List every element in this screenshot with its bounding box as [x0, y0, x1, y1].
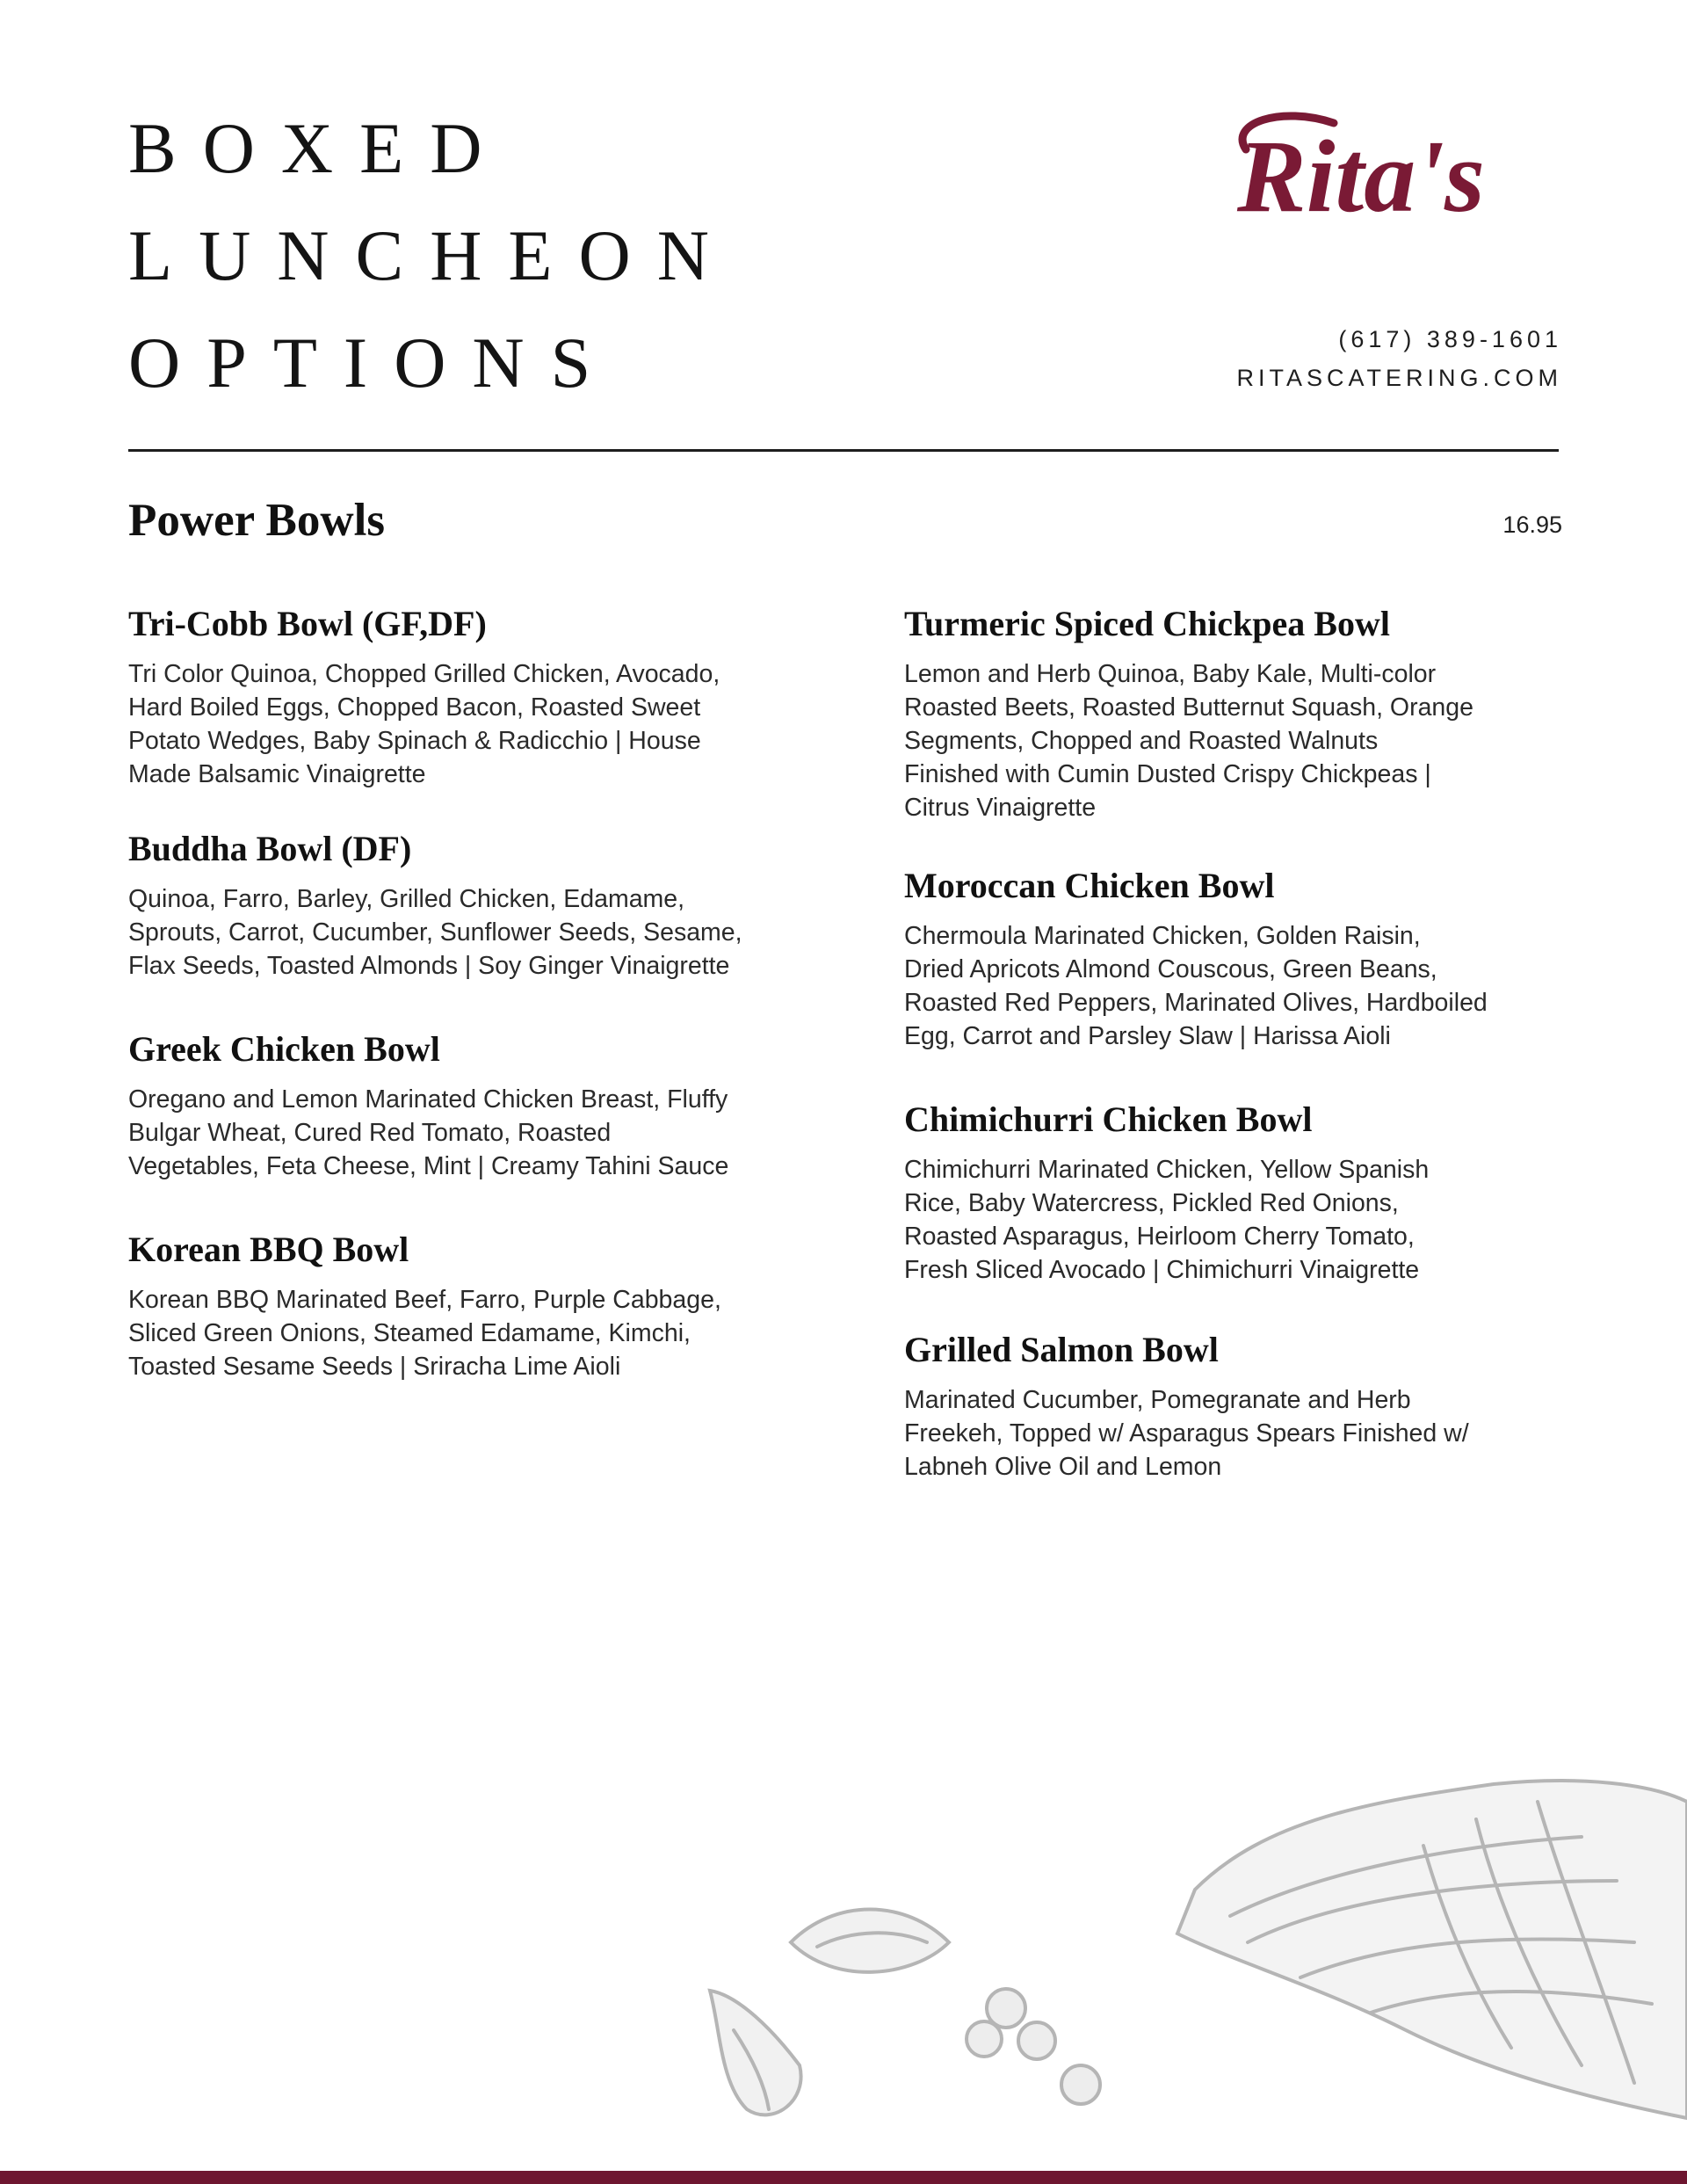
section-title: Power Bowls — [128, 495, 385, 546]
menu-item-description: Tri Color Quinoa, Chopped Grilled Chicken, Avocado, Hard Boiled Eggs, Chopped Bacon, Roasted Sweet Potato Wedges, Baby Spinach & Radicchio | House Made Balsamic Vinaigrette — [128, 660, 720, 788]
menu-item-name: Chimichurri Chicken Bowl — [904, 1099, 1313, 1139]
contact-info — [1236, 320, 1562, 397]
title-line-1: BOXED — [128, 108, 509, 188]
menu-item-description: Oregano and Lemon Marinated Chicken Breast, Fluffy Bulgar Wheat, Cured Red Tomato, Roasted Vegetables, Feta Cheese, Mint | Creamy Tahini Sauce — [128, 1085, 729, 1180]
menu-item — [128, 1027, 814, 1183]
menu-item-description: Chimichurri Marinated Chicken, Yellow Spanish Rice, Baby Watercress, Pickled Red Onions, Roasted Asparagus, Heirloom Cherry Tomato, Fresh Sliced Avocado | Chimichurri Vinaigrette — [904, 1156, 1430, 1284]
phone-number: (617) 389-1601 — [1338, 326, 1562, 352]
page-title — [128, 95, 735, 417]
salmon-garlic-peppercorn-sketch-icon — [703, 1767, 1687, 2153]
menu-item — [128, 1227, 814, 1383]
logo-text: Rita's — [1237, 119, 1485, 234]
menu-item-name: Tri-Cobb Bowl (GF,DF) — [128, 604, 487, 643]
menu-item-description: Korean BBQ Marinated Beef, Farro, Purple Cabbage, Sliced Green Onions, Steamed Edamame, Kimchi, Toasted Sesame Seeds | Sriracha Lime Aioli — [128, 1286, 721, 1381]
section-price: 16.95 — [1502, 512, 1562, 538]
menu-item-name: Korean BBQ Bowl — [128, 1230, 409, 1269]
right-menu-column — [904, 601, 1589, 1484]
menu-item — [128, 826, 814, 983]
menu-item-description: Lemon and Herb Quinoa, Baby Kale, Multi-color Roasted Beets, Roasted Butternut Squash, Orange Segments, Chopped and Roasted Walnuts Finished with Cumin Dusted Crispy Chickpeas | Citrus Vinaigrette — [904, 660, 1473, 822]
menu-item-description: Quinoa, Farro, Barley, Grilled Chicken, Edamame, Sprouts, Carrot, Cucumber, Sunflower Seeds, Sesame, Flax Seeds, Toasted Almonds | Soy Ginger Vinaigrette — [128, 885, 742, 980]
website-link[interactable]: RITASCATERING.COM — [1236, 365, 1562, 391]
ritas-logo — [1211, 97, 1562, 237]
menu-item-name: Moroccan Chicken Bowl — [904, 866, 1275, 905]
menu-item-name: Turmeric Spiced Chickpea Bowl — [904, 604, 1390, 643]
header-divider — [128, 449, 1559, 452]
menu-item — [904, 863, 1589, 1053]
menu-item-name: Grilled Salmon Bowl — [904, 1330, 1219, 1369]
menu-item — [904, 1327, 1589, 1484]
title-line-3: OPTIONS — [128, 323, 618, 403]
menu-item — [904, 601, 1589, 824]
left-menu-column — [128, 601, 814, 1383]
bottom-accent-bar — [0, 2171, 1687, 2184]
title-line-2: LUNCHEON — [128, 215, 735, 295]
menu-item-name: Buddha Bowl (DF) — [128, 829, 412, 868]
menu-item-description: Chermoula Marinated Chicken, Golden Raisin, Dried Apricots Almond Couscous, Green Beans, Roasted Red Peppers, Marinated Olives, Hardboiled Egg, Carrot and Parsley Slaw | Harissa Aioli — [904, 922, 1488, 1050]
menu-item — [904, 1097, 1589, 1287]
menu-item-name: Greek Chicken Bowl — [128, 1029, 440, 1069]
menu-item-description: Marinated Cucumber, Pomegranate and Herb Freekeh, Topped w/ Asparagus Spears Finished w/ Labneh Olive Oil and Lemon — [904, 1386, 1469, 1481]
menu-item — [128, 601, 814, 791]
